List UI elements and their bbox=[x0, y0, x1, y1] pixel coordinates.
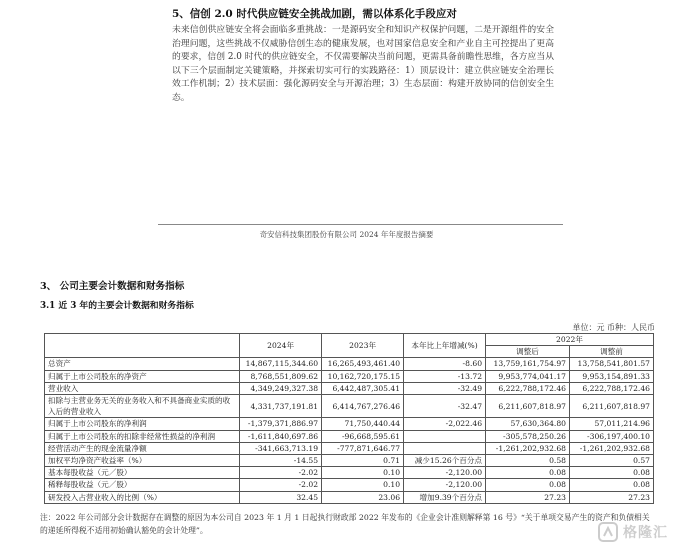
cell-2024: -1,611,840,697.86 bbox=[240, 430, 322, 442]
cell-2022-adjusted-before: -306,197,400.10 bbox=[570, 430, 654, 442]
cell-2023: 10,162,720,175.15 bbox=[322, 370, 404, 382]
watermark-text: 格隆汇 bbox=[623, 525, 668, 541]
table-row bbox=[45, 370, 654, 382]
cell-2023: -777,871,646.77 bbox=[322, 442, 404, 454]
table-row bbox=[45, 395, 654, 418]
table-row bbox=[45, 382, 654, 394]
cell-2024: -1,379,371,886.97 bbox=[240, 418, 322, 430]
cell-2024: -341,663,713.19 bbox=[240, 442, 322, 454]
row-label: 扣除与主营业务无关的业务收入和不具备商业实质的收入后的营业收入 bbox=[45, 395, 240, 418]
cell-change: -8.60 bbox=[404, 358, 486, 370]
cell-2022-adjusted-before: 27.23 bbox=[570, 491, 654, 503]
row-label: 营业收入 bbox=[45, 382, 240, 394]
cell-2022-adjusted-after: 27.23 bbox=[486, 491, 570, 503]
cell-2022-adjusted-before: 0.57 bbox=[570, 455, 654, 467]
cell-2023: 71,750,440.44 bbox=[322, 418, 404, 430]
table-header-row bbox=[45, 334, 654, 346]
cell-2022-adjusted-before: 0.08 bbox=[570, 479, 654, 491]
cell-change: 增加9.39个百分点 bbox=[404, 491, 486, 503]
cell-change: -2,120.00 bbox=[404, 479, 486, 491]
row-label: 基本每股收益（元／股） bbox=[45, 467, 240, 479]
section31-title: 3.1 近 3 年的主要会计数据和财务指标 bbox=[40, 301, 194, 311]
header-item-blank bbox=[45, 334, 240, 358]
cell-2024: 8,768,551,809.62 bbox=[240, 370, 322, 382]
table-row bbox=[45, 467, 654, 479]
header-2024: 2024年 bbox=[240, 334, 322, 358]
cell-change: -2,022.46 bbox=[404, 418, 486, 430]
table-row bbox=[45, 442, 654, 454]
cell-2022-adjusted-after: 0.58 bbox=[486, 455, 570, 467]
cell-2023: 16,265,493,461.40 bbox=[322, 358, 404, 370]
cell-change bbox=[404, 442, 486, 454]
row-label: 归属于上市公司股东的净资产 bbox=[45, 370, 240, 382]
section5-paragraph: 未来信创供应链安全将会面临多重挑战：一是源码安全和知识产权保护问题，二是开源组件的安全治理问题，这些挑战不仅威胁信创生态的健康发展，也对国家信息安全和产业自主可控提出了更高的要求，信创 2.0 时代的供应链安全，不仅需要解决当前问题，更需具备前瞻性思维，各方应当从以下三个层面制定关键策略，并探索切实可行的实践路径：1）顶层设计：建立供应链安全治理长效工作机制；2）技术层面：强化源码安全与开源治理；3）生态层面：构建开放协同的信创安全生态。 bbox=[172, 25, 554, 103]
cell-2022-adjusted-before: 0.08 bbox=[570, 467, 654, 479]
cell-2023: 6,442,487,305.41 bbox=[322, 382, 404, 394]
cell-2023: -96,668,595.61 bbox=[322, 430, 404, 442]
table-row bbox=[45, 418, 654, 430]
row-label: 总资产 bbox=[45, 358, 240, 370]
unit-currency-label: 单位：元 币种：人民币 bbox=[572, 323, 655, 332]
cell-2022-adjusted-after: 6,211,607,818.97 bbox=[486, 395, 570, 418]
header-2022: 2022年 bbox=[486, 334, 654, 346]
cell-change: -32.49 bbox=[404, 382, 486, 394]
watermark bbox=[597, 521, 685, 543]
header-change: 本年比上年增减(%) bbox=[404, 334, 486, 358]
page-footer-divider bbox=[158, 224, 563, 225]
row-label: 稀释每股收益（元／股） bbox=[45, 479, 240, 491]
row-label: 归属于上市公司股东的扣除非经常性损益的净利润 bbox=[45, 430, 240, 442]
table-row bbox=[45, 491, 654, 503]
cell-change: 减少15.26个百分点 bbox=[404, 455, 486, 467]
cell-2024: -14.55 bbox=[240, 455, 322, 467]
row-label: 归属于上市公司股东的净利润 bbox=[45, 418, 240, 430]
cell-change: -32.47 bbox=[404, 395, 486, 418]
cell-2024: 32.45 bbox=[240, 491, 322, 503]
row-label: 加权平均净资产收益率（%） bbox=[45, 455, 240, 467]
cell-2023: 0.10 bbox=[322, 467, 404, 479]
cell-2024: 4,331,737,191.81 bbox=[240, 395, 322, 418]
cell-2022-adjusted-after: 57,630,364.80 bbox=[486, 418, 570, 430]
cell-2024: 4,349,249,327.38 bbox=[240, 382, 322, 394]
section5-title: 5、信创 2.0 时代供应链安全挑战加剧，需以体系化手段应对 bbox=[172, 8, 457, 20]
table-row bbox=[45, 479, 654, 491]
cell-2022-adjusted-after: 13,759,161,754.97 bbox=[486, 358, 570, 370]
cell-2022-adjusted-after: -305,578,250.26 bbox=[486, 430, 570, 442]
section3-title: 3、 公司主要会计数据和财务指标 bbox=[40, 281, 185, 292]
cell-2022-adjusted-before: 57,011,214.96 bbox=[570, 418, 654, 430]
cell-change bbox=[404, 430, 486, 442]
cell-2023: 0.10 bbox=[322, 479, 404, 491]
cell-2024: 14,867,115,344.60 bbox=[240, 358, 322, 370]
cell-2022-adjusted-before: 6,222,788,172.46 bbox=[570, 382, 654, 394]
table-row bbox=[45, 358, 654, 370]
cell-2022-adjusted-after: -1,261,202,932.68 bbox=[486, 442, 570, 454]
cell-2022-adjusted-before: 6,211,607,818.97 bbox=[570, 395, 654, 418]
cell-change: -13.72 bbox=[404, 370, 486, 382]
table-row bbox=[45, 430, 654, 442]
row-label: 研发投入占营业收入的比例（%） bbox=[45, 491, 240, 503]
row-label: 经营活动产生的现金流量净额 bbox=[45, 442, 240, 454]
adjustment-note: 注：2022 年公司部分会计数据存在调整的原因为本公司自 2023 年 1 月 1 日起执行财政部 2022 年发布的《企业会计准则解释第 16 号》“关于单项交易产生的资产和负债相关的递延所得税不适用初始确认豁免的会计处理”。 bbox=[40, 513, 650, 535]
gelonghui-logo-icon bbox=[597, 521, 619, 543]
cell-2022-adjusted-after: 0.08 bbox=[486, 479, 570, 491]
cell-2023: 23.06 bbox=[322, 491, 404, 503]
table-row bbox=[45, 455, 654, 467]
financial-data-table bbox=[44, 333, 654, 504]
cell-2024: -2.02 bbox=[240, 479, 322, 491]
cell-2022-adjusted-before: -1,261,202,932.68 bbox=[570, 442, 654, 454]
cell-2023: 6,414,767,276.46 bbox=[322, 395, 404, 418]
cell-2023: 0.71 bbox=[322, 455, 404, 467]
cell-change: -2,120.00 bbox=[404, 467, 486, 479]
page-footer: 奇安信科技集团股份有限公司 2024 年年度报告摘要 bbox=[259, 230, 434, 239]
header-adjusted-after: 调整后 bbox=[486, 346, 570, 358]
cell-2024: -2.02 bbox=[240, 467, 322, 479]
cell-2022-adjusted-after: 9,953,774,041.17 bbox=[486, 370, 570, 382]
header-adjusted-before: 调整前 bbox=[570, 346, 654, 358]
header-2023: 2023年 bbox=[322, 334, 404, 358]
cell-2022-adjusted-before: 13,758,541,801.57 bbox=[570, 358, 654, 370]
cell-2022-adjusted-before: 9,953,154,891.33 bbox=[570, 370, 654, 382]
cell-2022-adjusted-after: 0.08 bbox=[486, 467, 570, 479]
cell-2022-adjusted-after: 6,222,788,172.46 bbox=[486, 382, 570, 394]
